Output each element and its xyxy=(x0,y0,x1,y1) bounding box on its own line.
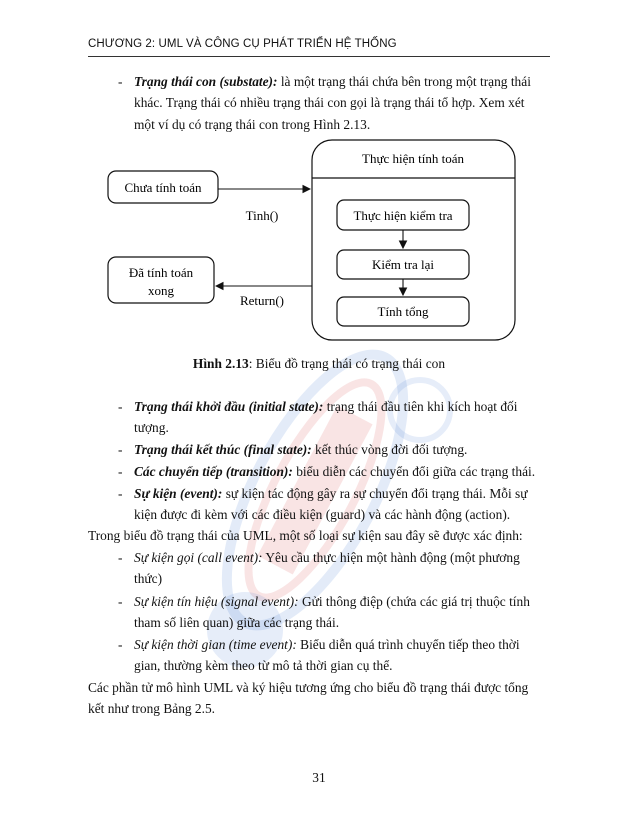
event-item-term: Sự kiện gọi (call event): xyxy=(134,550,263,565)
bullet-dash: - xyxy=(118,486,123,501)
substate-line-3: một ví dụ có trạng thái con trong Hình 2.13. xyxy=(134,117,371,132)
list-item-text: trạng thái đầu tiên khi kích hoạt đối xyxy=(323,399,518,414)
bullet-dash: - xyxy=(118,594,123,609)
composite-state-title: Thực hiện tính toán xyxy=(362,151,464,166)
event-item-signal xyxy=(134,591,548,613)
event-item-term: Sự kiện tín hiệu (signal event): xyxy=(134,594,299,609)
bullet-dash: - xyxy=(118,399,123,414)
event-item-text: Gửi thông điệp (chứa các giá trị thuộc tính xyxy=(298,594,530,609)
substate-line-2: khác. Trạng thái có nhiều trạng thái con gọi là trạng thái tổ hợp. Xem xét xyxy=(134,95,525,110)
bullet-dash: - xyxy=(118,637,123,652)
bullet-dash: - xyxy=(118,442,123,457)
event-call-label: Tinh() xyxy=(245,208,279,223)
event-item-time xyxy=(134,634,548,656)
event-item-text: Biểu diễn quá trình chuyển tiếp theo thời xyxy=(296,637,520,652)
event-item-continuation: gian, thường kèm theo từ mô tả thời gian cụ thể. xyxy=(134,658,393,673)
figure-caption xyxy=(0,356,638,372)
substate-sum-label: Tính tổng xyxy=(377,304,429,319)
events-intro: Trong biểu đồ trạng thái của UML, một số loại sự kiện sau đây sẽ được xác định: xyxy=(88,528,523,543)
event-item-continuation: tham số liên quan) giữa các trạng thái. xyxy=(134,615,340,630)
substate-text-1: là một trạng thái chứa bên trong một trạng thái xyxy=(280,74,531,89)
state-not-computed-label: Chưa tính toán xyxy=(124,180,202,195)
substate-check-label: Thực hiện kiểm tra xyxy=(353,208,453,223)
state-diagram xyxy=(0,0,638,350)
substate-term: Trạng thái con (substate): xyxy=(134,74,278,89)
list-item-term: Sự kiện (event): xyxy=(134,486,223,501)
list-item-initial-state xyxy=(134,396,548,418)
list-item-term: Trạng thái kết thúc (final state): xyxy=(134,442,312,457)
list-item-transition xyxy=(134,461,548,483)
bullet-dash: - xyxy=(118,550,123,565)
event-item-call xyxy=(134,547,548,569)
event-return-label: Return() xyxy=(239,293,285,308)
substate-recheck-label: Kiểm tra lại xyxy=(371,257,435,272)
figure-caption-label: Hình 2.13 xyxy=(192,356,249,371)
list-item-event xyxy=(134,483,548,505)
event-item-text: Yêu cầu thực hiện một hành động (một phương xyxy=(262,550,520,565)
event-item-term: Sự kiện thời gian (time event): xyxy=(134,637,297,652)
list-item-final-state xyxy=(134,439,548,461)
chapter-header: CHƯƠNG 2: UML VÀ CÔNG CỤ PHÁT TRIỂN HỆ THỐNG xyxy=(88,38,397,50)
list-item-term: Các chuyển tiếp (transition): xyxy=(134,464,293,479)
list-item-term: Trạng thái khởi đầu (initial state): xyxy=(134,399,324,414)
closing-line-2: kết như trong Bảng 2.5. xyxy=(88,701,216,716)
state-done-label-1: Đã tính toán xyxy=(128,265,194,280)
list-item-text: biểu diễn các chuyển đổi giữa các trạng thái. xyxy=(292,464,536,479)
bullet-dash: - xyxy=(118,74,123,89)
state-done-label-2: xong xyxy=(148,283,174,298)
list-item-text: kết thúc vòng đời đối tượng. xyxy=(311,442,468,457)
bullet-dash: - xyxy=(118,464,123,479)
page-number: 31 xyxy=(312,770,326,785)
figure-caption-text: : Biểu đồ trạng thái có trạng thái con xyxy=(248,356,446,371)
event-item-continuation: thức) xyxy=(134,571,163,586)
list-item-continuation: kiện được đi kèm với các điều kiện (guard) và các hành động (action). xyxy=(134,507,511,522)
list-item-continuation: tượng. xyxy=(134,420,169,435)
closing-line-1: Các phần tử mô hình UML và ký hiệu tương ứng cho biểu đồ trạng thái được tổng xyxy=(88,680,529,695)
list-item-text: sự kiện tác động gây ra sự chuyển đổi trạng thái. Mỗi sự xyxy=(222,486,528,501)
